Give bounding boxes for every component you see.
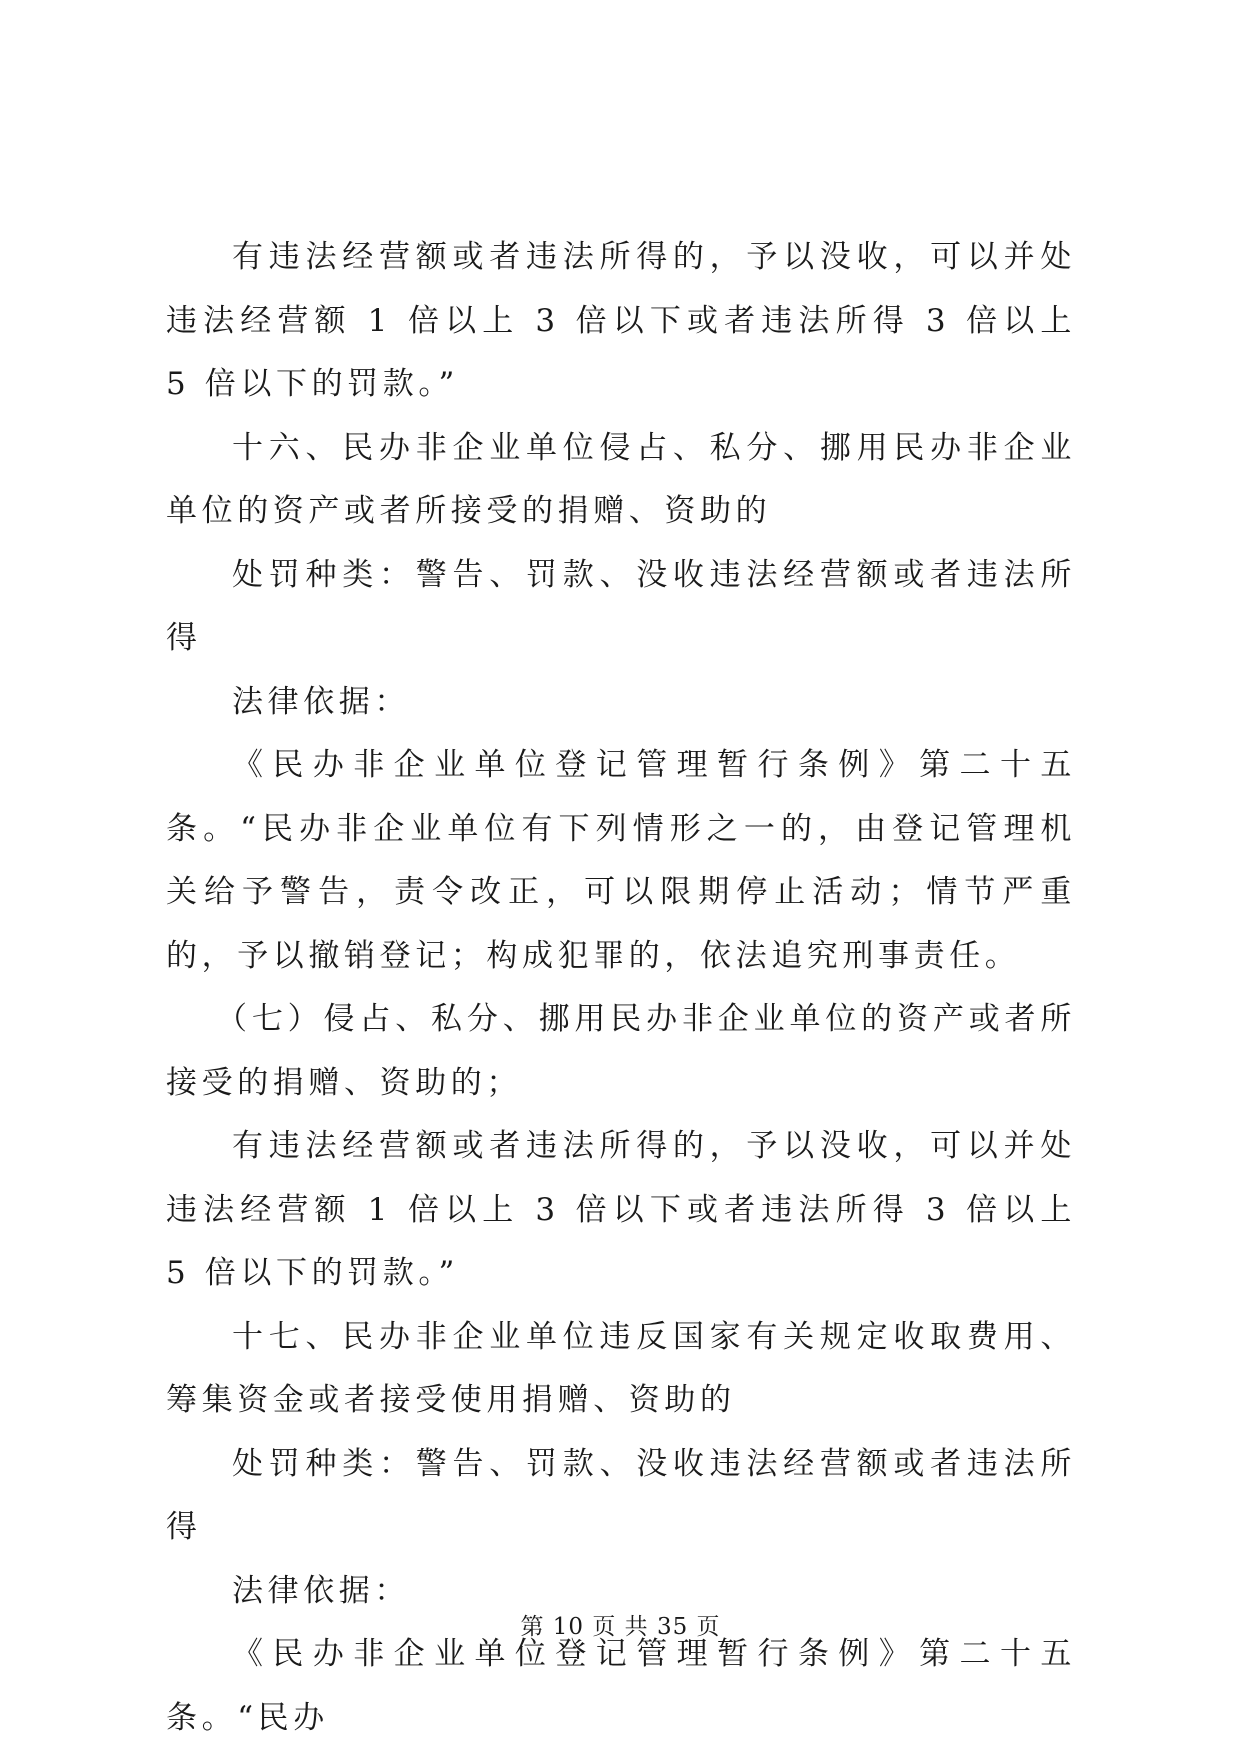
document-body <box>166 226 1076 1750</box>
regulation-citation-17: 《民办非企业单位登记管理暂行条例》第二十五条。“民办 <box>166 1636 1076 1736</box>
penalty-types-17: 处罚种类：警告、罚款、没收违法经营额或者违法所得 <box>166 1445 1076 1545</box>
clause-7: （七）侵占、私分、挪用民办非企业单位的资产或者所接受的捐赠、资助的； <box>166 1001 1076 1101</box>
legal-basis-label-16: 法律依据： <box>232 683 410 720</box>
paragraph-illegal-income-confiscation: 有违法经营额或者违法所得的，予以没收，可以并处违法经营额 1 倍以上 3 倍以下或者违法所得 3 倍以上 5 倍以下的罚款。” <box>166 239 1076 402</box>
section-heading-17: 十七、民办非企业单位违反国家有关规定收取费用、筹集资金或者接受使用捐赠、资助的 <box>166 1318 1076 1418</box>
legal-basis-label-17: 法律依据： <box>232 1572 410 1609</box>
regulation-citation-16: 《民办非企业单位登记管理暂行条例》第二十五条。“民办非企业单位有下列情形之一的，由登记管理机关给予警告，责令改正，可以限期停止活动；情节严重的，予以撤销登记；构成犯罪的，依法追究刑事责任。 <box>166 747 1076 974</box>
paragraph-illegal-income-confiscation-2: 有违法经营额或者违法所得的，予以没收，可以并处违法经营额 1 倍以上 3 倍以下或者违法所得 3 倍以上 5 倍以下的罚款。” <box>166 1128 1076 1291</box>
penalty-types-16: 处罚种类：警告、罚款、没收违法经营额或者违法所得 <box>166 556 1076 656</box>
page-number-footer: 第 10 页 共 35 页 <box>520 1614 721 1640</box>
section-heading-16: 十六、民办非企业单位侵占、私分、挪用民办非企业单位的资产或者所接受的捐赠、资助的 <box>166 429 1076 529</box>
